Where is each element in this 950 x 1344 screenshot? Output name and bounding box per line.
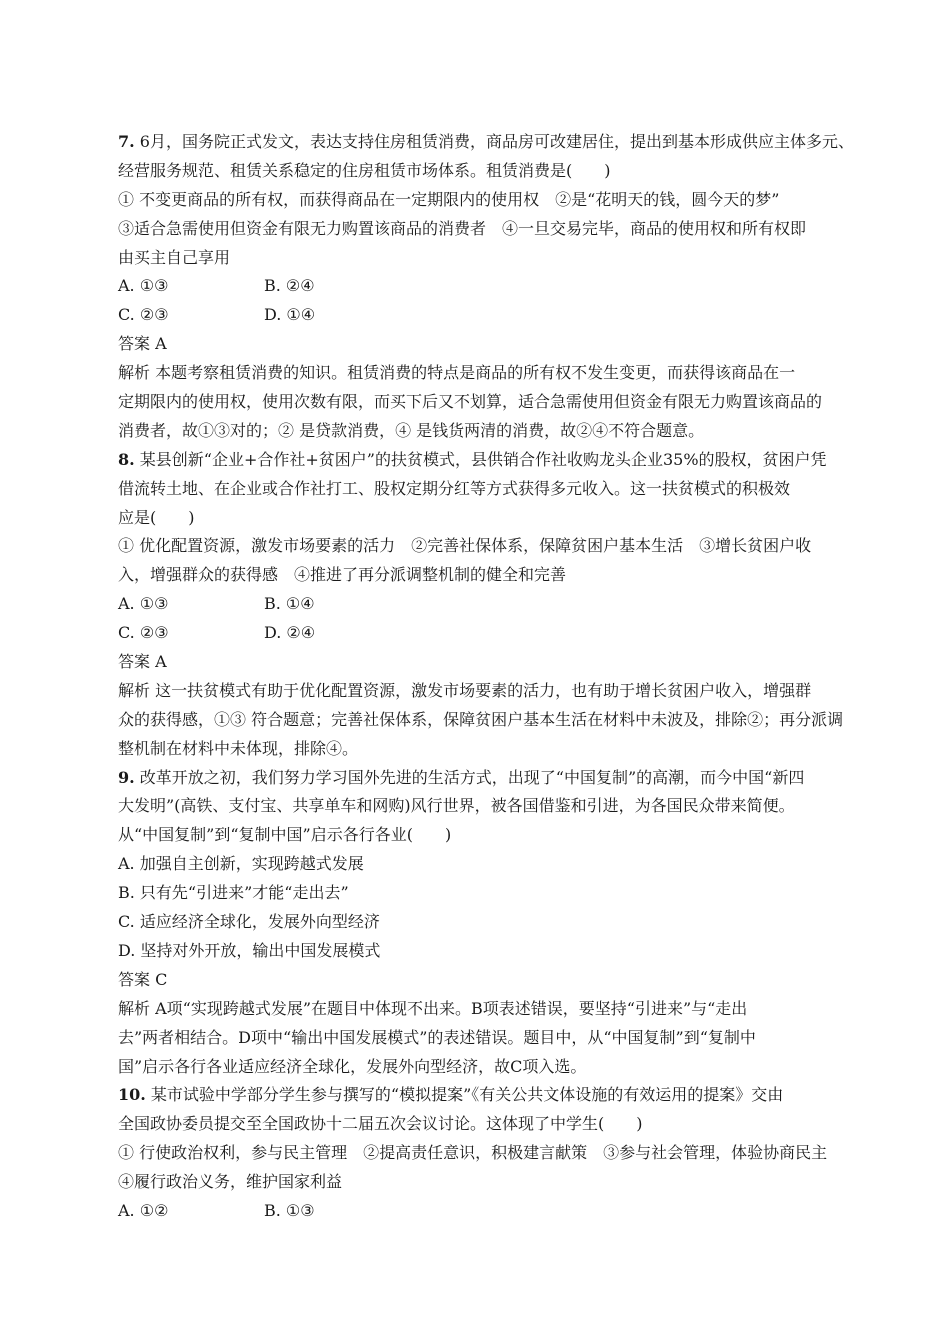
option-a: A. ①② (118, 1200, 169, 1220)
analysis-line: 国”启示各行各业适应经济全球化，发展外向型经济，故C项入选。 (118, 1056, 587, 1076)
question-stem-line: 借流转土地、在企业或合作社打工、股权定期分红等方式获得多元收入。这一扶贫模式的积极效 (118, 478, 791, 498)
statement-line: 入，增强群众的获得感 ④推进了再分派调整机制的健全和完善 (118, 565, 567, 585)
question-number: 9. (118, 767, 135, 787)
document-page (118, 128, 854, 1226)
option-b: B. ①④ (264, 594, 315, 614)
option-d: D. 坚持对外开放，输出中国发展模式 (118, 940, 381, 960)
question-10 (118, 1081, 838, 1225)
analysis-line: 定期限内的使用权，使用次数有限，而买下后又不划算，适合急需使用但资金有限无力购置该商品的 (118, 392, 823, 412)
answer-line: 答案 A (118, 652, 167, 672)
question-stem-line: 大发明”(高铁、支付宝、共享单车和网购)风行世界，被各国借鉴和引进，为各国民众带来简便。 (118, 796, 795, 816)
option-a: A. 加强自主创新，实现跨越式发展 (118, 854, 364, 874)
analysis-line: 解析 这一扶贫模式有助于优化配置资源，激发市场要素的活力，也有助于增长贫困户收入，增强群 (118, 680, 812, 700)
statement-line: ④履行政治义务，维护国家利益 (118, 1172, 343, 1192)
analysis-line: 解析 本题考察租赁消费的知识。租赁消费的特点是商品的所有权不发生变更，而获得该商品在一 (118, 363, 796, 383)
question-stem-line: 7. 6月，国务院正式发文，表达支持住房租赁消费，商品房可改建居住，提出到基本形成供应主体多元、 (118, 132, 854, 151)
statement-line: ① 不变更商品的所有权，而获得商品在一定期限内的使用权 ②是“花明天的钱，圆今天的梦” (118, 189, 780, 209)
answer-line: 答案 A (118, 334, 167, 354)
option-d: D. ①④ (264, 305, 316, 325)
statement-line: ① 行使政治权利，参与民主管理 ②提高责任意识，积极建言献策 ③参与社会管理，体验协商民主 (118, 1143, 828, 1163)
option-row (118, 272, 838, 301)
option-b: B. 只有先“引进来”才能“走出去” (118, 883, 349, 903)
analysis-line: 去”两者相结合。D项中“输出中国发展模式”的表述错误。题目中，从“中国复制”到“复制中 (118, 1027, 756, 1047)
analysis-line: 消费者，故①③对的；② 是贷款消费，④ 是钱货两清的消费，故②④不符合题意。 (118, 420, 705, 440)
option-b: B. ②④ (264, 276, 315, 296)
answer-line: 答案 C (118, 969, 168, 989)
analysis-line: 解析 A项“实现跨越式发展”在题目中体现不出来。B项表述错误，要坚持“引进来”与“走出 (118, 998, 748, 1018)
analysis-line: 整机制在材料中未体现，排除④。 (118, 738, 359, 758)
question-number: 10. (118, 1085, 146, 1105)
statement-line: 由买主自己享用 (118, 247, 231, 267)
option-c: C. ②③ (118, 623, 169, 643)
question-number: 7. (118, 132, 135, 151)
option-row (118, 590, 838, 619)
statement-line: ① 优化配置资源，激发市场要素的活力 ②完善社保体系，保障贫困户基本生活 ③增长贫困户收 (118, 536, 812, 556)
question-stem-line: 经营服务规范、租赁关系稳定的住房租赁市场体系。租赁消费是( ) (118, 160, 611, 180)
option-row (118, 619, 838, 648)
option-c: C. 适应经济全球化，发展外向型经济 (118, 912, 380, 932)
question-stem-line: 8. 某县创新“企业+合作社+贫困户”的扶贫模式，县供销合作社收购龙头企业35%的股权，贫困户凭 (118, 449, 827, 469)
question-stem-line: 应是( ) (118, 507, 195, 527)
question-number: 8. (118, 449, 135, 469)
option-row (118, 301, 838, 330)
question-9 (118, 764, 838, 1082)
option-b: B. ①③ (264, 1200, 315, 1220)
question-8 (118, 446, 844, 764)
option-c: C. ②③ (118, 305, 169, 325)
option-row (118, 1197, 838, 1226)
question-stem-line: 10. 某市试验中学部分学生参与撰写的“模拟提案”《有关公共文体设施的有效运用的提案》交由 (118, 1085, 784, 1105)
question-stem-line: 全国政协委员提交至全国政协十二届五次会议讨论。这体现了中学生( ) (118, 1114, 643, 1134)
option-d: D. ②④ (264, 623, 316, 643)
question-7 (118, 128, 854, 446)
question-stem-line: 9. 改革开放之初，我们努力学习国外先进的生活方式，出现了“中国复制”的高潮，而今中国“新四 (118, 767, 805, 787)
analysis-line: 众的获得感，①③ 符合题意；完善社保体系，保障贫困户基本生活在材料中未波及，排除②；再分派调 (118, 709, 844, 729)
option-a: A. ①③ (118, 276, 169, 296)
option-a: A. ①③ (118, 594, 169, 614)
question-stem-line: 从“中国复制”到“复制中国”启示各行各业( ) (118, 825, 452, 845)
statement-line: ③适合急需使用但资金有限无力购置该商品的消费者 ④一旦交易完毕，商品的使用权和所有权即 (118, 218, 807, 238)
